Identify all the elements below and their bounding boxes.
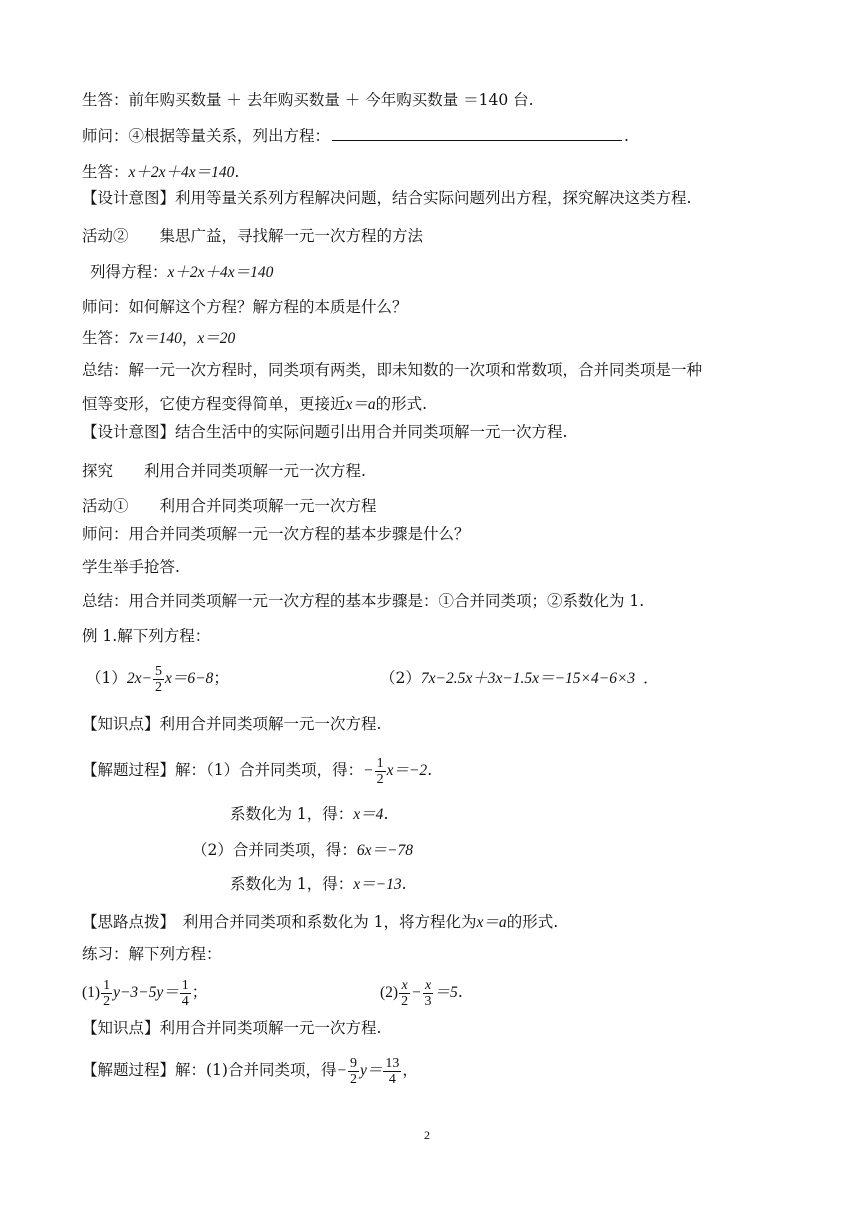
solution-line: （2）合并同类项，得：6x＝−78 xyxy=(192,841,413,859)
design-intent: 【设计意图】结合生活中的实际问题引出用合并同类项解一元一次方程. xyxy=(82,423,568,441)
fraction: $\frac{1}{2}$ xyxy=(103,977,111,1009)
summary-line: 总结：解一元一次方程时，同类项有两类，即未知数的一次项和常数项，合并同类项是一种 xyxy=(82,361,703,379)
example-2: （2）7x−2.5x＋3x−1.5x＝−15×4−6×3 ． xyxy=(380,669,659,687)
practice-heading: 练习：解下列方程： xyxy=(82,945,222,963)
knowledge-point: 【知识点】利用合并同类项解一元一次方程. xyxy=(82,715,382,733)
solution-line: 系数化为 1，得：x＝4. xyxy=(230,805,389,823)
dialog-line: 生答：前年购买数量 ＋ 去年购买数量 ＋ 今年购买数量 ＝140 台. xyxy=(82,91,534,109)
equation: x＝20 xyxy=(197,330,236,347)
practice-1: (1) $\frac{1}{2}$ y−3−5y＝ $\frac{1}{4}$ ； xyxy=(82,977,208,1009)
equation: x＋2x＋4x＝140 xyxy=(128,164,235,181)
answer-blank[interactable] xyxy=(332,126,622,141)
summary-line: 总结：用合并同类项解一元一次方程的基本步骤是：①合并同类项；②系数化为 1. xyxy=(82,592,645,610)
solution-line: 【解题过程】解：（1）合并同类项，得：− $\frac{1}{2}$ x＝−2. xyxy=(82,755,433,787)
equation: 7x＝140 xyxy=(128,330,182,347)
fraction: $\frac{13}{4}$ xyxy=(385,1055,400,1087)
fraction: $\frac{9}{2}$ xyxy=(349,1055,357,1087)
fraction: $\frac{x}{2}$ xyxy=(401,977,409,1009)
solution-line: 【解题过程】解：(1)合并同类项，得− $\frac{9}{2}$ y＝ $\frac{13}{4}$ ， xyxy=(82,1055,418,1087)
activity-heading: 活动① 利用合并同类项解一元一次方程 xyxy=(82,497,377,515)
activity-heading: 活动② 集思广益，寻找解一元一次方程的方法 xyxy=(82,227,424,245)
fraction: $\frac{x}{3}$ xyxy=(424,977,432,1009)
solution-line: 系数化为 1，得：x＝−13. xyxy=(230,875,407,893)
equation: x＝a xyxy=(345,396,376,413)
page-number: 2 xyxy=(424,1128,430,1142)
hint-line: 【思路点拨】 利用合并同类项和系数化为 1，将方程化为x＝a的形式. xyxy=(82,913,559,931)
answer-line: 生答：x＋2x＋4x＝140. xyxy=(82,163,240,181)
answer-line: 生答：7x＝140，x＝20 xyxy=(82,329,236,347)
question-line: 师问：用合并同类项解一元一次方程的基本步骤是什么？ xyxy=(82,525,470,543)
example-1: （1）2x− $\frac{5}{2}$ x＝6−8； xyxy=(86,663,229,695)
practice-2: (2) $\frac{x}{2}$ − $\frac{x}{3}$ ＝5. xyxy=(380,977,463,1009)
equation-line: 列得方程：x＋2x＋4x＝140 xyxy=(90,263,274,281)
question-line: 师问：④根据等量关系，列出方程： . xyxy=(82,127,629,145)
fraction: $\frac{5}{2}$ xyxy=(154,663,162,695)
question-line: 师问：如何解这个方程？解方程的本质是什么？ xyxy=(82,298,408,316)
design-intent: 【设计意图】利用等量关系列方程解决问题，结合实际问题列出方程，探究解决这类方程. xyxy=(82,189,692,207)
summary-line: 恒等变形，它使方程变得简单，更接近x＝a的形式. xyxy=(82,395,428,413)
fraction: $\frac{1}{4}$ xyxy=(181,977,189,1009)
example-heading: 例 1.解下列方程： xyxy=(82,627,211,645)
equation: x＋2x＋4x＝140 xyxy=(167,264,274,281)
text-line: 学生举手抢答. xyxy=(82,558,180,576)
section-heading: 探究 利用合并同类项解一元一次方程. xyxy=(82,462,366,480)
fraction: $\frac{1}{2}$ xyxy=(376,755,384,787)
knowledge-point: 【知识点】利用合并同类项解一元一次方程. xyxy=(82,1019,382,1037)
